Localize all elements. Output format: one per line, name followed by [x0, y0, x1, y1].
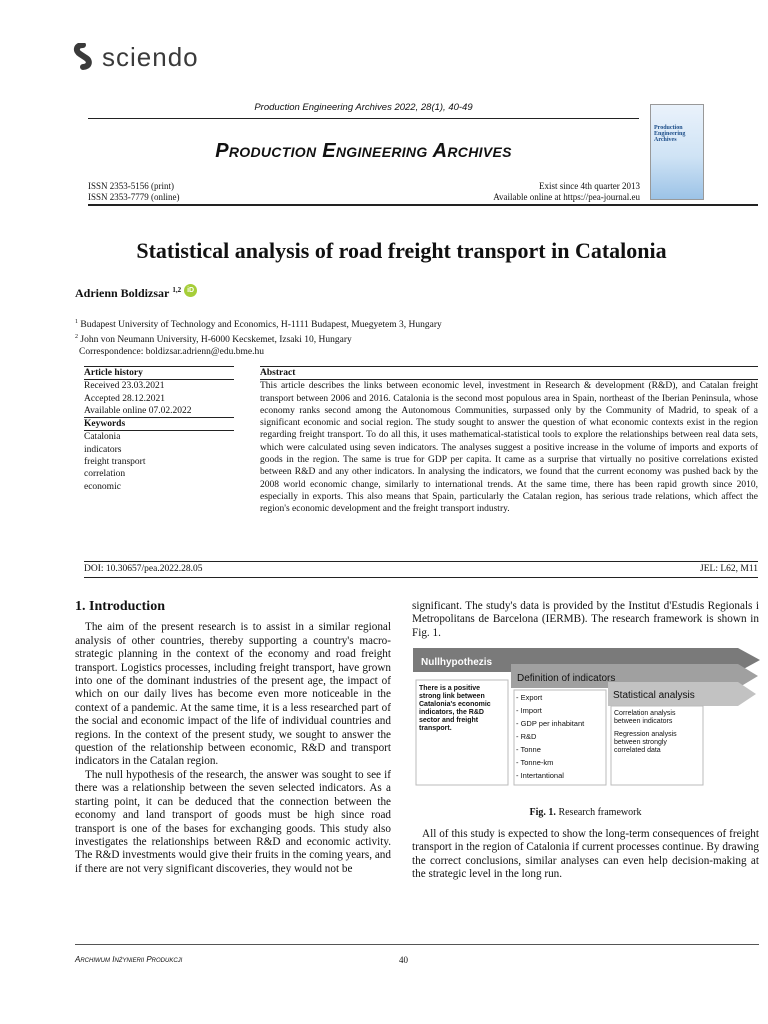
jel-codes: JEL: L62, M11: [700, 564, 758, 574]
stat-title: Statistical analysis: [613, 690, 695, 701]
keyword: economic: [84, 481, 121, 492]
journal-cover-image: [650, 104, 704, 200]
paragraph: All of this study is expected to show the long-term consequences of freight transport in the region of Catalonia if current processes continue. By drawing the correct conclusions, similar analyses can even help decision-making at the strategic level in the long run.: [412, 828, 759, 881]
author-name: Adrienn Boldizsar: [75, 286, 170, 300]
received-date: Received 23.03.2021: [84, 381, 165, 392]
null-text-line: There is a positive: [419, 685, 481, 692]
stat-text-line: Correlation analysis: [614, 710, 676, 717]
null-text-line: sector and freight: [419, 717, 479, 724]
paragraph: The null hypothesis of the research, the answer was sought to see if there was a relationship between the seven selected indicators. As a starting point, it can be deduced that the connection between the economy and land transport of goods must be high since road transport is one of the bases for exchanging goods. This study also investigates the relationships between R&D and economic activity. The R&D investments would give their fruits in the coming years, and if there are not very significant discoveries, they would not be: [75, 768, 391, 875]
figure-caption: [412, 807, 759, 818]
paragraph: significant. The study's data is provided by the Institut d'Estudis Regionals i Metropolitans de Barcelona (IERMB). The research framework is shown in Fig. 1.: [412, 600, 759, 639]
paragraph: The aim of the present research is to assist in a similar regional analysis of other countries, thereby supporting a country's macro-strategic planning in the context of the economy and road freight transport. Logistics processes, including freight transport, have grown into one of the dominant industries of the present age, the impact of which on our daily lives has become even more noticeable in the context of a pandemic. At the same time, it is a less researched part of the social and economic impact of the life of individual countries and regions. In the context of the present study, we sought to answer the question of the relationship between economic, R&D and transport indicators in the Catalan region.: [75, 621, 391, 768]
affiliation-1: $^1$ Budapest University of Technology and Economics, H-1111 Budapest, Muegyetem 3, Hungary: [75, 319, 442, 331]
author-line: [75, 286, 197, 301]
affiliations: [75, 316, 442, 358]
stat-text-line: between indicators: [614, 718, 673, 725]
left-column: [75, 600, 391, 876]
stat-text-line: correlated data: [614, 747, 661, 754]
accepted-date: Accepted 28.12.2021: [84, 393, 165, 404]
online-date: Available online 07.02.2022: [84, 405, 192, 416]
history-heading: Article history: [84, 368, 143, 378]
null-text-line: indicators, the R&D: [419, 709, 484, 716]
header-rule: [88, 118, 639, 119]
null-title: Nullhypothezis: [421, 657, 493, 668]
doi[interactable]: DOI: 10.30657/pea.2022.28.05: [84, 564, 203, 574]
caption-label: Fig. 1.: [529, 807, 556, 818]
publisher-logo: [72, 42, 199, 73]
cover-title: Production Engineering Archives: [654, 125, 686, 143]
def-item: - Tonne-km: [516, 758, 554, 767]
exist-since: Exist since 4th quarter 2013: [539, 181, 640, 191]
journal-reference: Production Engineering Archives 2022, 28(1), 40-49: [254, 102, 473, 113]
footer-journal: Archiwum Inżynierii Produkcji: [75, 955, 183, 964]
abstract-bottom-rule: [84, 561, 758, 562]
journal-name: Production Engineering Archives: [215, 140, 512, 162]
research-framework-figure: [413, 648, 760, 788]
keyword: indicators: [84, 444, 122, 455]
def-item: - Tonne: [516, 745, 541, 754]
orcid-icon[interactable]: iD: [184, 284, 197, 297]
def-item: - Intertantional: [516, 771, 564, 780]
author-affil-sup: 1,2: [172, 286, 182, 294]
keywords-heading: Keywords: [84, 419, 126, 430]
available-online-link[interactable]: Available online at https://pea-journal.eu: [493, 192, 640, 202]
def-item: - R&D: [516, 732, 537, 741]
abstract-section: [260, 366, 758, 516]
correspondence: Correspondence: boldizsar.adrienn@edu.bme.hu: [79, 347, 264, 358]
article-history: [84, 366, 234, 493]
issn-online: ISSN 2353-7779 (online): [88, 192, 180, 202]
null-text-line: transport.: [419, 725, 452, 732]
abstract-text: This article describes the links between economic level, investment in Research & development (R&D), and Catalan freight transport between 2006 and 2016. Catalonia is the second most populous area in Spain, northeast of the Iberian Peninsula, whose economy ranks second among the Autonomous Communities, surpassed only by the Community of Madrid, to speak of a significant economic and social region. The study sought to answer the question of what economic contexts exist in the region regarding freight transport. To do all this, it uses mathematical-statistical tools to explore the relationships between real data sets, which were calculated using seven indicators. The analyses suggest a positive increase in the volume of imports and exports of goods in the region. The same is true for GDP per capita. It came as a surprise that virtually no positive correlations existed between R&D and any other indicators. In analysing the indicators, we found that the current economy was pushed back by the 2008 world economic change, similarly to international trends. At the same time, there has been rapid growth since 2010, especially in exports. This also means that Spain, particularly the Catalan region, has serious trade relations, which affect the region's economic development and the freight transport industry.: [260, 381, 758, 515]
header-bottom-rule: [88, 204, 758, 206]
doi-bottom-rule: [84, 577, 758, 578]
null-text-line: Catalonia's economic: [419, 701, 491, 708]
def-item: - Import: [516, 706, 542, 715]
keyword: correlation: [84, 469, 126, 480]
affiliation-2: $^2$ John von Neumann University, H-6000 Kecskemet, Izsaki 10, Hungary: [75, 334, 352, 346]
stat-text-line: between strongly: [614, 739, 667, 746]
issn-block: [88, 181, 180, 203]
section-heading: 1. Introduction: [75, 599, 165, 614]
footer-rule: [75, 944, 759, 945]
article-title: Statistical analysis of road freight transport in Catalonia: [136, 238, 667, 263]
sciendo-logo-icon: [72, 43, 94, 73]
keyword: Catalonia: [84, 432, 121, 443]
logo-text: sciendo: [102, 42, 199, 72]
issn-print: ISSN 2353-5156 (print): [88, 181, 174, 191]
null-text-line: strong link between: [419, 693, 485, 700]
page-number: 40: [399, 955, 408, 965]
availability-block: [493, 181, 640, 203]
def-title: Definition of indicators: [517, 673, 616, 684]
right-column-top: [412, 600, 759, 640]
right-column-bottom: [412, 828, 759, 882]
abstract-heading: Abstract: [260, 368, 296, 378]
def-item: - Export: [516, 693, 543, 702]
def-item: - GDP per inhabitant: [516, 719, 585, 728]
keyword: freight transport: [84, 457, 146, 468]
stat-text-line: Regression analysis: [614, 731, 677, 738]
caption-text: Research framework: [555, 807, 642, 818]
